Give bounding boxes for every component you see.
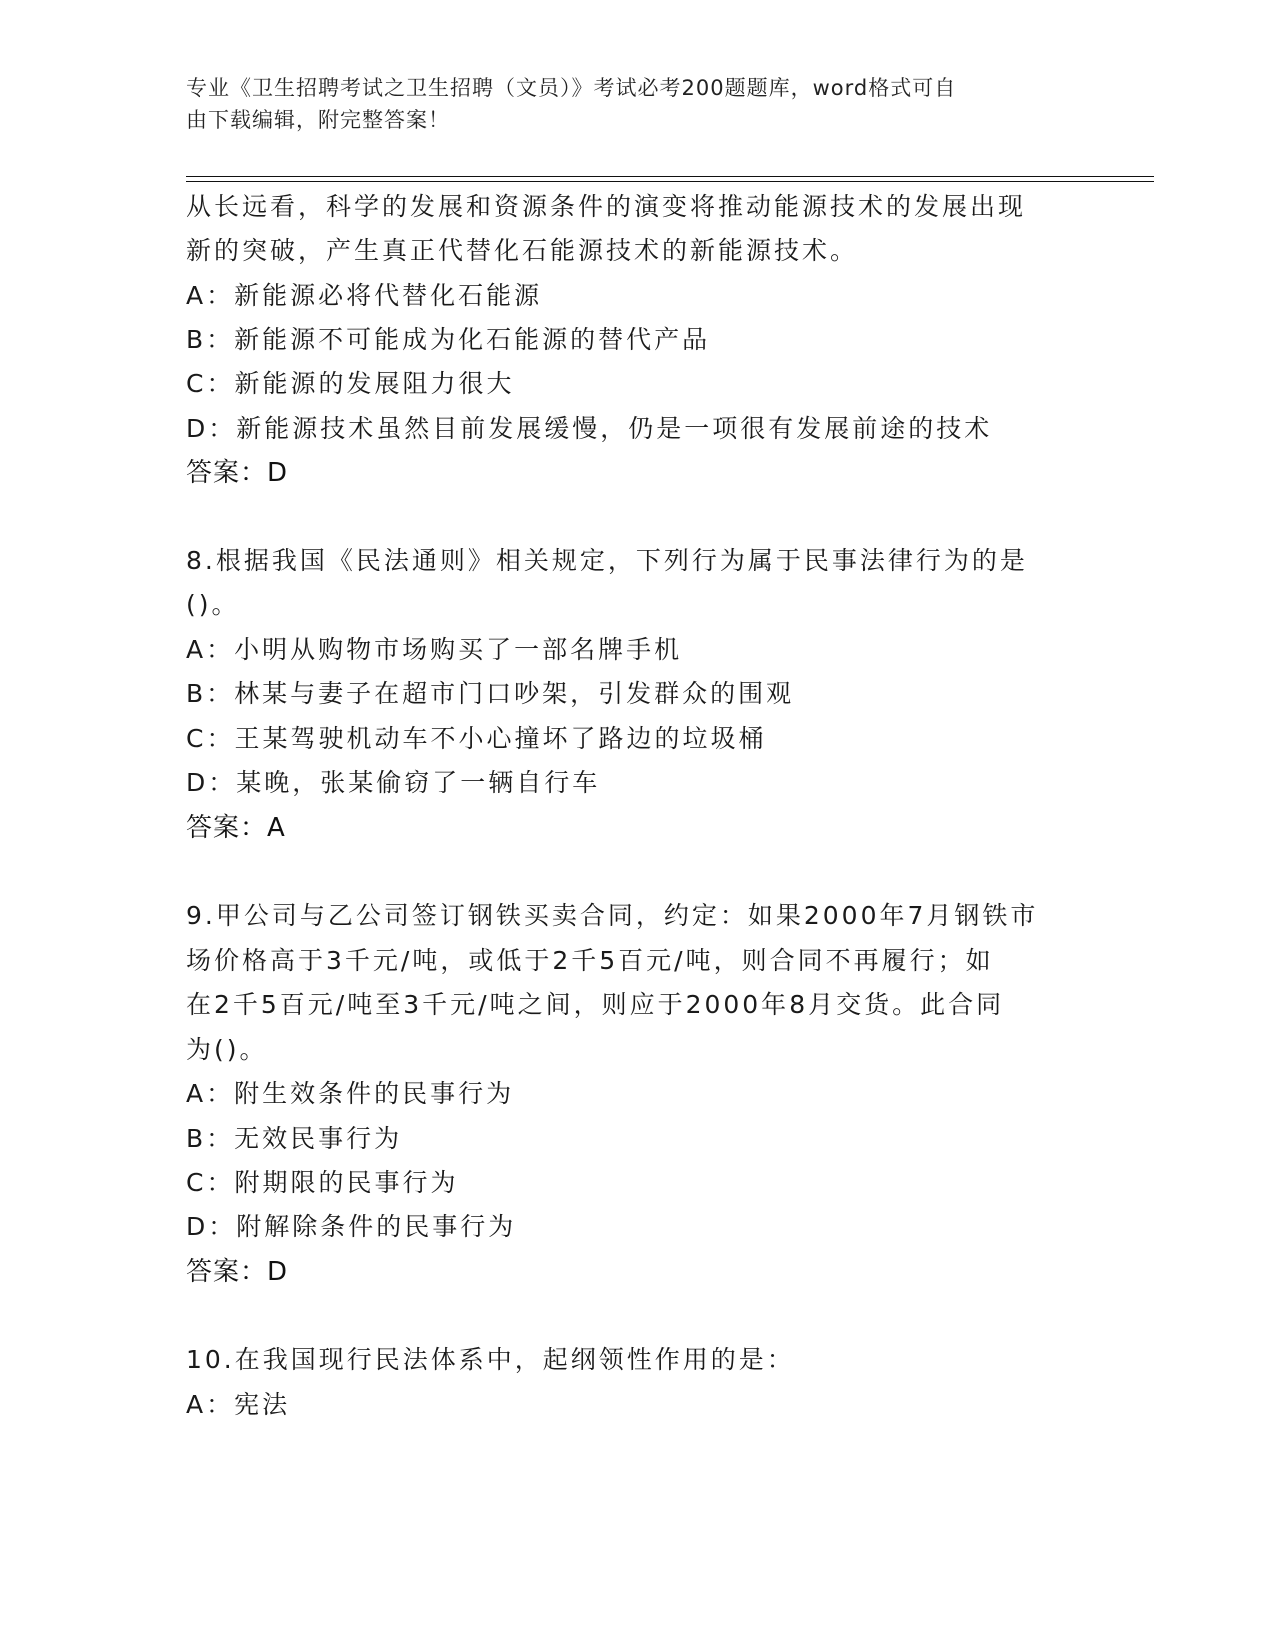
q8-option-c: C：王某驾驶机动车不小心撞坏了路边的垃圾桶 bbox=[186, 724, 767, 753]
q9-option-a: A：附生效条件的民事行为 bbox=[186, 1079, 515, 1108]
header-line-2: 由下载编辑，附完整答案！ bbox=[186, 108, 450, 132]
q8-option-b: B：林某与妻子在超市门口吵架，引发群众的围观 bbox=[186, 679, 795, 708]
q9-stem-line-2: 场价格高于3千元/吨，或低于2千5百元/吨，则合同不再履行；如 bbox=[186, 946, 994, 975]
header-divider-top bbox=[186, 176, 1154, 177]
q8-answer: 答案：A bbox=[186, 813, 286, 843]
q10-stem-line-1: 10.在我国现行民法体系中，起纲领性作用的是： bbox=[186, 1345, 795, 1374]
q7-option-c: C：新能源的发展阻力很大 bbox=[186, 369, 515, 398]
q8-option-a: A：小明从购物市场购买了一部名牌手机 bbox=[186, 635, 683, 664]
q9-option-c: C：附期限的民事行为 bbox=[186, 1168, 459, 1197]
q9-stem-line-1: 9.甲公司与乙公司签订钢铁买卖合同，约定：如果2000年7月钢铁市 bbox=[186, 901, 1039, 930]
q9-stem-line-4: 为()。 bbox=[186, 1035, 268, 1064]
q9-stem-line-3: 在2千5百元/吨至3千元/吨之间，则应于2000年8月交货。此合同 bbox=[186, 990, 1005, 1019]
q8-stem-line-1: 8.根据我国《民法通则》相关规定，下列行为属于民事法律行为的是 bbox=[186, 546, 1028, 575]
q8-option-d: D：某晚，张某偷窃了一辆自行车 bbox=[186, 768, 601, 797]
q9-option-d: D：附解除条件的民事行为 bbox=[186, 1212, 517, 1241]
q7-stem-line-1: 从长远看，科学的发展和资源条件的演变将推动能源技术的发展出现 bbox=[186, 192, 1027, 221]
q7-option-a: A：新能源必将代替化石能源 bbox=[186, 281, 543, 310]
header-line-1: 专业《卫生招聘考试之卫生招聘（文员）》考试必考200题题库，word格式可自 bbox=[186, 76, 957, 100]
q9-answer: 答案：D bbox=[186, 1257, 289, 1287]
document-header bbox=[186, 72, 1066, 136]
q9-option-b: B：无效民事行为 bbox=[186, 1124, 403, 1153]
q7-stem-line-2: 新的突破，产生真正代替化石能源技术的新能源技术。 bbox=[186, 236, 859, 265]
q7-answer: 答案：D bbox=[186, 458, 289, 488]
q10-option-a: A：宪法 bbox=[186, 1390, 291, 1419]
q7-option-b: B：新能源不可能成为化石能源的替代产品 bbox=[186, 325, 711, 354]
q7-option-d: D：新能源技术虽然目前发展缓慢，仍是一项很有发展前途的技术 bbox=[186, 414, 993, 443]
q8-stem-line-2: ()。 bbox=[186, 590, 240, 619]
header-divider-bottom bbox=[186, 181, 1154, 182]
